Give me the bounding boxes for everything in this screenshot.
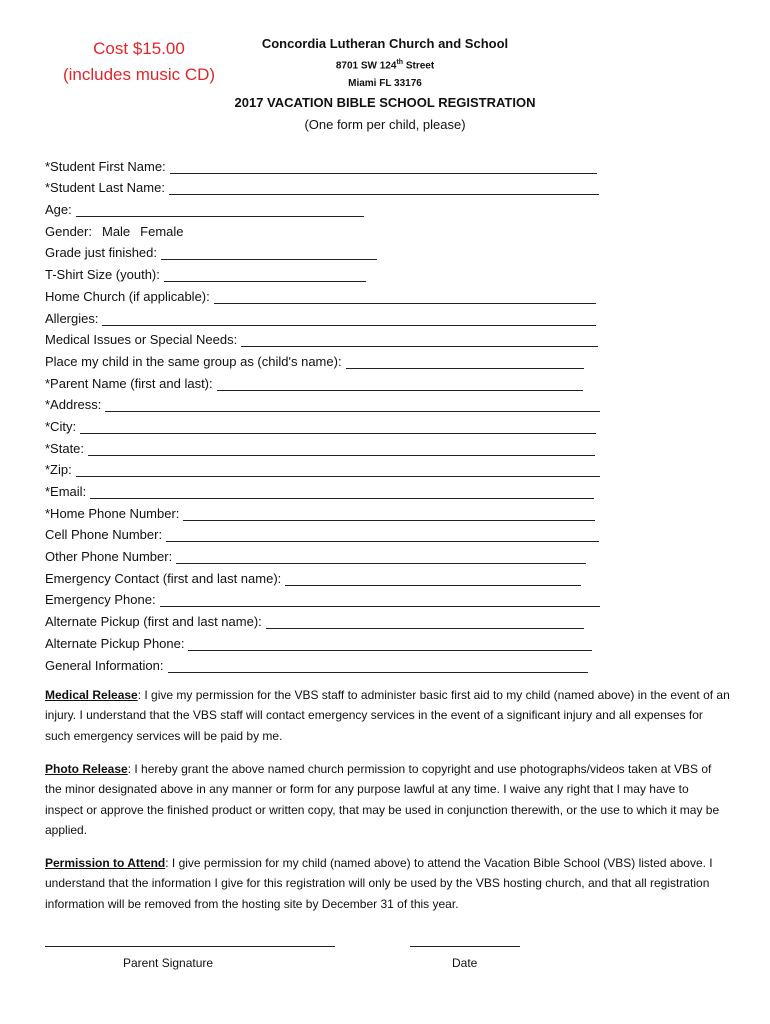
email-row bbox=[45, 477, 600, 499]
home-church-row bbox=[45, 282, 600, 304]
state-label: *State: bbox=[45, 440, 85, 456]
parent-name-input[interactable] bbox=[217, 377, 583, 391]
emergency-phone-input[interactable] bbox=[160, 593, 600, 607]
other-phone-input[interactable] bbox=[176, 550, 586, 564]
address-row bbox=[45, 391, 600, 413]
same-group-label: Place my child in the same group as (child's name): bbox=[45, 353, 342, 369]
medical-release-heading: Medical Release bbox=[45, 688, 138, 702]
medical-release-section bbox=[45, 685, 730, 746]
allergies-label: Allergies: bbox=[45, 310, 99, 326]
other-phone-label: Other Phone Number: bbox=[45, 549, 173, 565]
zip-input[interactable] bbox=[76, 463, 600, 477]
emergency-contact-input[interactable] bbox=[285, 572, 581, 586]
photo-release-text: : I hereby grant the above named church permission to copyright and use photographs/videos taken at VBS of the minor designated above in any manner or form for any purpose lawful at any time. I waive any right that I may have to inspect or approve the finished product or written copy, that may be used in conjunction therewith, or the use to which it may be applied. bbox=[45, 762, 720, 837]
registration-fields bbox=[45, 152, 600, 673]
cost-notice bbox=[44, 36, 234, 88]
photo-release-section bbox=[45, 759, 730, 840]
zip-label: *Zip: bbox=[45, 462, 72, 478]
city-input[interactable] bbox=[80, 420, 596, 434]
student-first-name-label: *Student First Name: bbox=[45, 158, 166, 174]
same-group-input[interactable] bbox=[346, 355, 584, 369]
grade-row bbox=[45, 239, 600, 261]
tshirt-input[interactable] bbox=[164, 268, 366, 282]
cost-amount: Cost $15.00 bbox=[93, 39, 185, 58]
gender-row bbox=[45, 217, 600, 239]
emergency-phone-label: Emergency Phone: bbox=[45, 592, 156, 608]
photo-release-heading: Photo Release bbox=[45, 762, 128, 776]
alt-pickup-row bbox=[45, 607, 600, 629]
city-label: *City: bbox=[45, 418, 77, 434]
age-label: Age: bbox=[45, 202, 72, 218]
medical-row bbox=[45, 326, 600, 348]
home-church-input[interactable] bbox=[214, 290, 596, 304]
tshirt-row bbox=[45, 260, 600, 282]
home-church-label: Home Church (if applicable): bbox=[45, 288, 210, 304]
grade-input[interactable] bbox=[161, 246, 377, 260]
emergency-contact-row bbox=[45, 564, 600, 586]
parent-name-row bbox=[45, 369, 600, 391]
church-city: Miami FL 33176 bbox=[348, 78, 422, 90]
general-info-label: General Information: bbox=[45, 657, 164, 673]
allergies-row bbox=[45, 304, 600, 326]
student-last-name-input[interactable] bbox=[169, 181, 599, 195]
student-last-name-label: *Student Last Name: bbox=[45, 180, 165, 196]
emergency-phone-row bbox=[45, 586, 600, 608]
email-label: *Email: bbox=[45, 484, 87, 499]
address-input[interactable] bbox=[105, 398, 600, 412]
form-subtitle: (One form per child, please) bbox=[304, 117, 466, 132]
date-label: Date bbox=[452, 956, 478, 970]
zip-row bbox=[45, 456, 600, 478]
permission-text: : I give permission for my child (named above) to attend the Vacation Bible School (VBS) listed above. I understand that the information I give for this registration will only be used by the VBS hosting church, and that all registration information will be removed from the hosting site by December 31 of this year. bbox=[45, 856, 713, 911]
student-first-name-row bbox=[45, 152, 600, 174]
age-input[interactable] bbox=[76, 203, 364, 217]
general-info-row bbox=[45, 651, 600, 673]
home-phone-input[interactable] bbox=[183, 507, 595, 521]
church-name: Concordia Lutheran Church and School bbox=[261, 36, 509, 51]
medical-release-text: : I give my permission for the VBS staff to administer basic first aid to my child (named above) in the event of an injury. I understand that the VBS staff will contact emergency services in the event of a significant injury and all expenses for such emergency services will be paid by me. bbox=[45, 688, 730, 743]
cell-phone-label: Cell Phone Number: bbox=[45, 527, 163, 543]
alt-pickup-label: Alternate Pickup (first and last name): bbox=[45, 614, 262, 630]
church-street: 8701 SW 124th Street bbox=[335, 59, 435, 72]
alt-pickup-input[interactable] bbox=[266, 615, 584, 629]
student-last-name-row bbox=[45, 174, 600, 196]
gender-label: Gender: bbox=[45, 223, 92, 239]
cell-phone-row bbox=[45, 521, 600, 543]
allergies-input[interactable] bbox=[102, 312, 596, 326]
alt-pickup-phone-input[interactable] bbox=[188, 637, 592, 651]
home-phone-label: *Home Phone Number: bbox=[45, 505, 180, 521]
cost-includes: (includes music CD) bbox=[62, 65, 216, 84]
same-group-row bbox=[45, 347, 600, 369]
parent-signature-line[interactable] bbox=[45, 934, 335, 947]
date-line[interactable] bbox=[410, 934, 520, 947]
gender-female-option[interactable]: Female bbox=[140, 223, 184, 239]
state-input[interactable] bbox=[88, 442, 595, 456]
home-phone-row bbox=[45, 499, 600, 521]
general-info-input[interactable] bbox=[168, 659, 588, 673]
address-label: *Address: bbox=[45, 397, 102, 413]
medical-input[interactable] bbox=[241, 333, 598, 347]
form-title: 2017 VACATION BIBLE SCHOOL REGISTRATION bbox=[234, 95, 536, 110]
gender-male-option[interactable]: Male bbox=[101, 223, 131, 239]
emergency-contact-label: Emergency Contact (first and last name): bbox=[45, 570, 282, 586]
parent-name-label: *Parent Name (first and last): bbox=[45, 375, 213, 391]
alt-pickup-phone-label: Alternate Pickup Phone: bbox=[45, 635, 185, 651]
alt-pickup-phone-row bbox=[45, 629, 600, 651]
student-first-name-input[interactable] bbox=[170, 160, 597, 174]
tshirt-label: T-Shirt Size (youth): bbox=[45, 267, 160, 283]
email-input[interactable] bbox=[90, 485, 594, 499]
age-row bbox=[45, 195, 600, 217]
grade-label: Grade just finished: bbox=[45, 245, 158, 261]
city-row bbox=[45, 412, 600, 434]
other-phone-row bbox=[45, 542, 600, 564]
permission-section bbox=[45, 853, 730, 914]
parent-signature-label: Parent Signature bbox=[123, 956, 214, 970]
permission-heading: Permission to Attend bbox=[45, 856, 166, 870]
state-row bbox=[45, 434, 600, 456]
medical-label: Medical Issues or Special Needs: bbox=[45, 332, 238, 348]
cell-phone-input[interactable] bbox=[166, 528, 599, 542]
church-header bbox=[230, 34, 540, 93]
